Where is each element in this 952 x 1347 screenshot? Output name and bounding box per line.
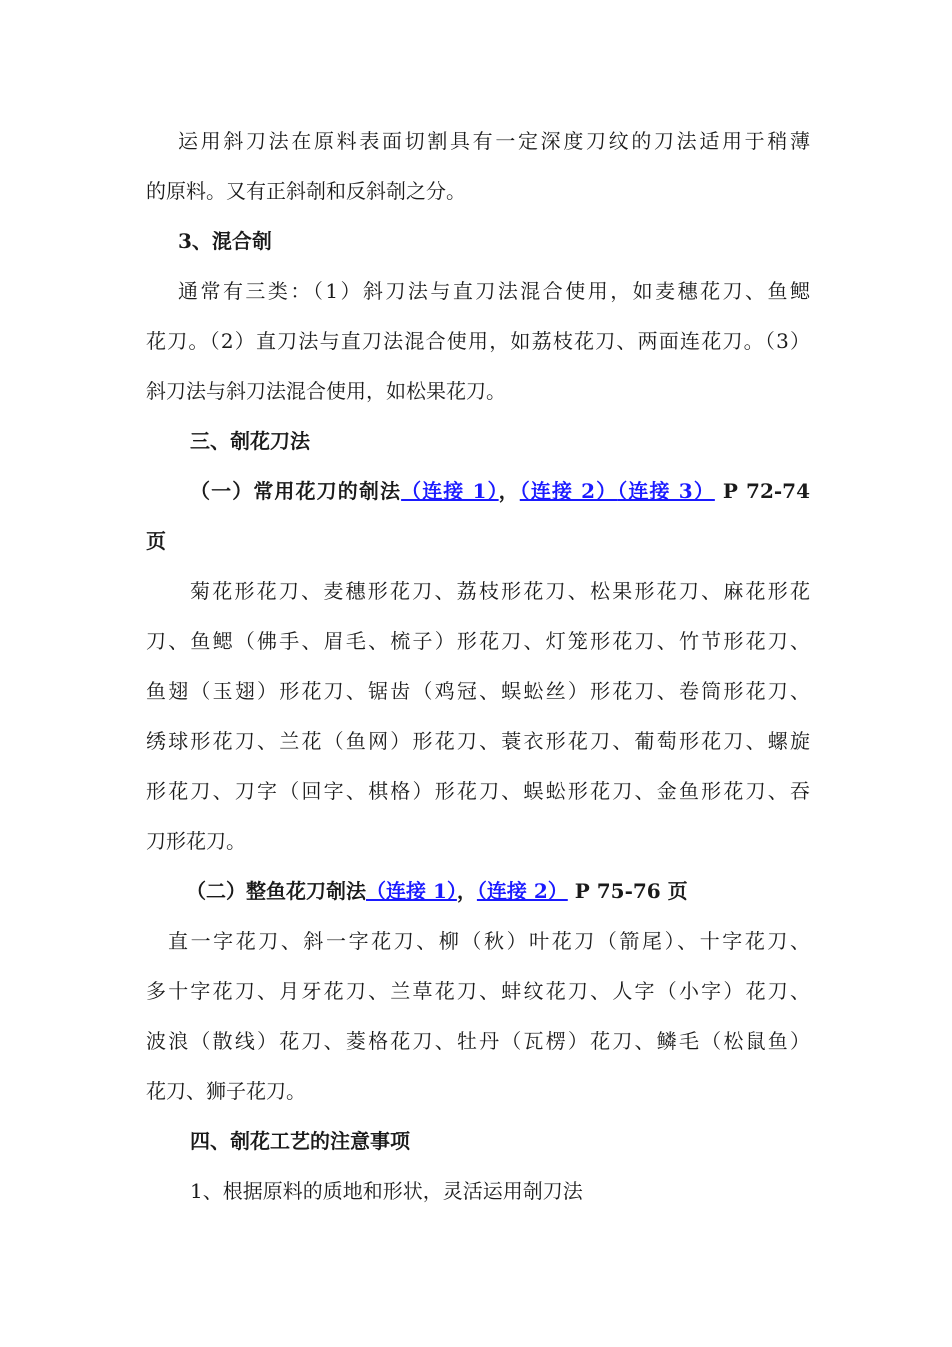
text-line: 运用斜刀法在原料表面切割具有一定深度刀纹的刀法适用于稍薄 xyxy=(178,129,810,153)
page-ref: P 72-74 xyxy=(714,479,810,503)
text-line: 页 xyxy=(146,529,166,553)
text-line: 多十字花刀、月牙花刀、兰草花刀、蚌纹花刀、人字（小字）花刀、 xyxy=(146,979,810,1003)
text-line: 花刀。（2）直刀法与直刀法混合使用，如荔枝花刀、两面连花刀。（3） xyxy=(146,329,810,353)
heading-mixed-cut: 3、混合剞 xyxy=(178,229,272,253)
link-3[interactable]: （连接 3） xyxy=(617,479,715,503)
text-line: 绣球形花刀、兰花（鱼网）形花刀、蓑衣形花刀、葡萄形花刀、螺旋 xyxy=(146,729,810,753)
text-line: 刀形花刀。 xyxy=(146,829,246,853)
text-line: 形花刀、刀字（回字、棋格）形花刀、蜈蚣形花刀、金鱼形花刀、吞 xyxy=(146,779,810,803)
subheading-text: （二）整鱼花刀剞法 xyxy=(186,879,366,903)
link-1[interactable]: （连接 1） xyxy=(366,879,457,903)
text-line: 通常有三类：（1）斜刀法与直刀法混合使用，如麦穗花刀、鱼鳃 xyxy=(178,279,810,303)
text-line: 的原料。又有正斜剞和反斜剞之分。 xyxy=(146,179,466,203)
text-line: 菊花形花刀、麦穗形花刀、荔枝形花刀、松果形花刀、麻花形花 xyxy=(190,579,810,603)
text-line: 花刀、狮子花刀。 xyxy=(146,1079,306,1103)
heading-section-three: 三、剞花刀法 xyxy=(190,429,310,453)
text-line: 刀、鱼鳃（佛手、眉毛、梳子）形花刀、灯笼形花刀、竹节形花刀、 xyxy=(146,629,810,653)
subheading-common-patterns xyxy=(190,476,810,506)
subheading-whole-fish xyxy=(186,876,810,906)
text-line: 鱼翅（玉翅）形花刀、锯齿（鸡冠、蜈蚣丝）形花刀、卷筒形花刀、 xyxy=(146,679,810,703)
link-1[interactable]: （连接 1） xyxy=(401,479,499,503)
link-2[interactable]: （连接 2） xyxy=(476,879,568,903)
text-line: 直一字花刀、斜一字花刀、柳（秋）叶花刀（箭尾）、十字花刀、 xyxy=(168,929,810,953)
separator: ， xyxy=(456,879,477,903)
text-line: 1、根据原料的质地和形状，灵活运用剞刀法 xyxy=(190,1179,583,1203)
link-2[interactable]: （连接 2） xyxy=(519,479,618,503)
separator: ， xyxy=(498,479,520,503)
page-ref: P 75-76 页 xyxy=(567,879,688,903)
text-line: 斜刀法与斜刀法混合使用，如松果花刀。 xyxy=(146,379,506,403)
subheading-text: （一）常用花刀的剞法 xyxy=(190,479,402,503)
text-line: 波浪（散线）花刀、菱格花刀、牡丹（瓦楞）花刀、鳞毛（松鼠鱼） xyxy=(146,1029,810,1053)
heading-section-four: 四、剞花工艺的注意事项 xyxy=(190,1129,410,1153)
